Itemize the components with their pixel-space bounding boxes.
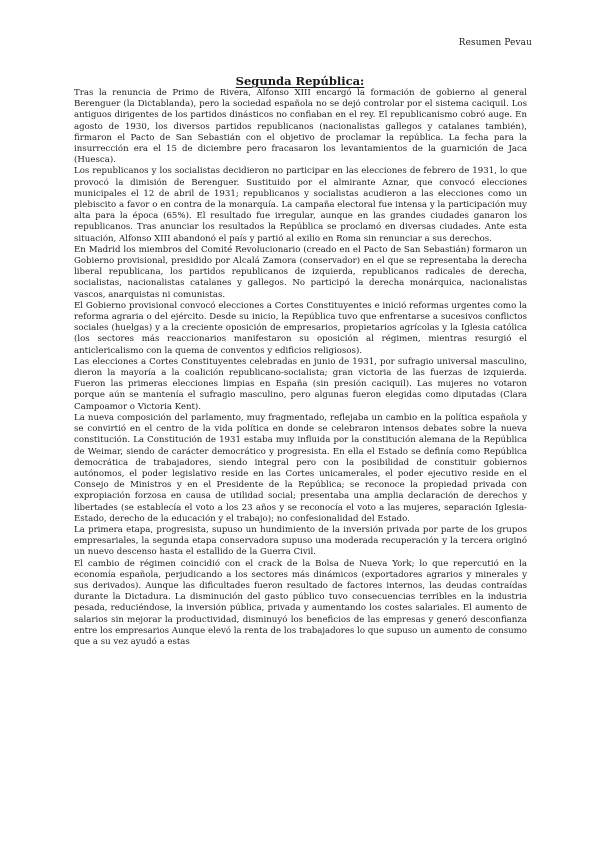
- paragraph: El Gobierno provisional convocó elecciones a Cortes Constituyentes e inició reformas urgentes como la reforma agraria o del ejército. Desde su inicio, la República tuvo que enfrentarse a sucesivos conflictos sociales (huelgas) y a la creciente oposición de empresarios, propietarios agrícolas y la Iglesia católica (los sectores más reaccionarios manifestaron su oposición al régimen, mientras resurgió el anticlericalismo con la quema de conventos y edificios religiosos).: [74, 300, 527, 356]
- paragraph: La nueva composición del parlamento, muy fragmentado, reflejaba un cambio en la política española y se convirtió en el centro de la vida política en donde se celebraron intensos debates sobre la nueva constitución. La Constitución de 1931 estaba muy influida por la constitución alemana de la República de Weimar, siendo de carácter democrático y progresista. En ella el Estado se definía como República democrática de trabajadores, siendo integral pero con la posibilidad de constituir gobiernos autónomos, el poder legislativo reside en las Cortes unicamerales, el poder ejecutivo reside en el Consejo de Ministros y en el Presidente de la República; se reconoce la propiedad privada con expropiación forzosa en causa de utilidad social; presentaba una amplia declaración de derechos y libertades (se establecía el voto a los 23 años y se reconocía el voto a las mujeres, separación Iglesia-Estado, derecho de la educación y el trabajo); no confesionalidad del Estado.: [74, 412, 527, 524]
- paragraph: En Madrid los miembros del Comité Revolucionario (creado en el Pacto de San Sebastián) formaron un Gobierno provisional, presidido por Alcalá Zamora (conservador) en el que se representaba la derecha liberal republicana, los partidos republicanos de izquierda, republicanos radicales de derecha, socialistas, nacionalistas catalanes y gallegos. No participó la derecha monárquica, nacionalistas vascos, anarquistas ni comunistas.: [74, 244, 527, 300]
- paragraph: Los republicanos y los socialistas decidieron no participar en las elecciones de febrero de 1931, lo que provocó la dimisión de Berenguer. Sustituido por el almirante Aznar, que convocó elecciones municipales el 12 de abril de 1931; republicanos y socialistas acudieron a las elecciones como un plebiscito a favor o en contra de la monarquía. La campaña electoral fue intensa y la participación muy alta para la época (65%). El resultado fue irregular, aunque en las grandes ciudades ganaron los republicanos. Tras anunciar los resultados la República se proclamó en diversas ciudades. Ante esta situación, Alfonso XIII abandonó el país y partió al exilio en Roma sin renunciar a sus derechos.: [74, 166, 527, 244]
- paragraph: Las elecciones a Cortes Constituyentes celebradas en junio de 1931, por sufragio universal masculino, dieron la mayoría a la coalición republicano-socialista; gran victoria de las fuerzas de izquierda. Fueron las primeras elecciones limpias en España (sin presión caciquil). Las mujeres no votaron porque aún se mantenía el sufragio masculino, pero algunas fueron elegidas como diputadas (Clara Campoamor o Victoria Kent).: [74, 356, 527, 412]
- document-header-label: Resumen Pevau: [458, 38, 532, 48]
- paragraph: El cambio de régimen coincidió con el crack de la Bolsa de Nueva York; lo que repercutió en la economía española, perjudicando a los sectores más dinámicos (exportadores agrarios y minerales y sus derivados). Aunque las dificultades fueron resultado de factores internos, las deudas contraídas durante la Dictadura. La disminución del gasto público tuvo consecuencias terribles en la industria pesada, reduciéndose, la inversión pública, privada y aumentando los costes salariales. El aumento de salarios sin mejorar la productividad, disminuyó los beneficios de las empresas y generó desconfianza entre los empresarios Aunque elevó la renta de los trabajadores lo que supuso un aumento de consumo que a su vez ayudó a estas: [74, 558, 527, 647]
- paragraph: La primera etapa, progresista, supuso un hundimiento de la inversión privada por parte de los grupos empresariales, la segunda etapa conservadora supuso una moderada recuperación y la tercera originó un nuevo descenso hasta el estallido de la Guerra Civil.: [74, 524, 527, 558]
- document-body: [74, 88, 527, 648]
- page-title: Segunda República:: [235, 74, 365, 88]
- paragraph: Tras la renuncia de Primo de Rivera, Alfonso XIII encargó la formación de gobierno al general Berenguer (la Dictablanda), pero la sociedad española no se dejó controlar por el sistema caciquil. Los antiguos dirigentes de los partidos dinásticos no confiaban en el rey. El republicanismo cobró auge. En agosto de 1930, los diversos partidos republicanos (nacionalistas gallegos y catalanes también), firmaron el Pacto de San Sebastián con el objetivo de proclamar la república. La fecha para la insurrección era el 15 de diciembre pero fracasaron los levantamientos de la guarnición de Jaca (Huesca).: [74, 88, 527, 166]
